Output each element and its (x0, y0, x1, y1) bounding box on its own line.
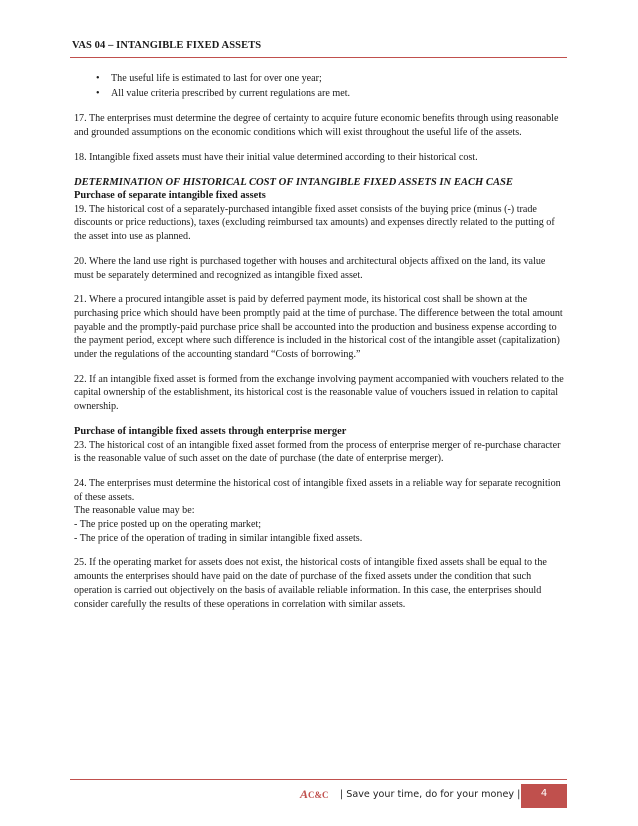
paragraph-17: 17. The enterprises must determine the degree of certainty to acquire future economic benefits through using reasonable and grounded assumptions on the economic conditions which will exist throughout the useful life of the assets. (74, 113, 559, 139)
footer-tagline: | Save your time, do for your money | (340, 789, 521, 800)
list-item (74, 87, 566, 101)
bullet-text: The useful life is estimated to last for over one year; (111, 73, 322, 84)
paragraph-23: 23. The historical cost of an intangible fixed asset formed from the process of enterprise merger of re-purchase character is the reasonable value of such asset on the date of purchase (the date of enterprise merger). (74, 439, 561, 465)
bullet-text: All value criteria prescribed by current regulations are met. (111, 87, 351, 99)
paragraph-20: 20. Where the land use right is purchased together with houses and architectural objects affixed on the land, its value must be separately determined and recognized as intangible fixed asset. (74, 255, 546, 281)
paragraph-19: 19. The historical cost of a separately-purchased intangible fixed asset consists of the buying price (minus (-) trade discounts or price reductions), taxes (excluding reimbursed tax amounts) and expenses directly related to the putting of the asset into use as planned. (74, 203, 555, 243)
subheading-enterprise-merger: Purchase of intangible fixed assets through enterprise merger (74, 425, 347, 437)
footer (300, 784, 567, 808)
criteria-bullet-list (74, 72, 566, 100)
header-rule (70, 57, 567, 58)
company-logo: AC&C (300, 787, 329, 801)
paragraph-24: 24. The enterprises must determine the historical cost of intangible fixed assets in a reliable way for separate recognition of these assets. (74, 477, 561, 503)
footer-rule (70, 779, 567, 780)
page-number-badge: 4 (521, 784, 567, 808)
paragraph-24-line: - The price of the operation of trading in similar intangible fixed assets. (74, 532, 363, 544)
header-title: VAS 04 – INTANGIBLE FIXED ASSETS (72, 40, 262, 51)
document-body (74, 72, 566, 611)
paragraph-25: 25. If the operating market for assets does not exist, the historical costs of intangible fixed assets shall be equal to the amounts the enterprises should have paid on the date of purchase of the fixed assets under the condition that such operation is carried out objectively on the basis of available reliable information. In this case, the enterprises should consider carefully the results of these operations in correlation with similar assets. (74, 557, 547, 610)
paragraph-21: 21. Where a procured intangible asset is paid by deferred payment mode, its historical cost shall be shown at the purchasing price which should have been promptly paid at the time of purchase. The difference between the total amount payable and the promptly-paid purchase price shall be accounted into the production and business expense according to the payment period, except where such difference is included in the historical cost of the intangible asset (capitalization) under the regulations of the accounting standard “Costs of borrowing.” (74, 294, 563, 361)
bullet-icon: • (96, 73, 100, 84)
paragraph-22: 22. If an intangible fixed asset is formed from the exchange involving payment accompanied with vouchers related to the capital ownership of the establishment, its historical cost is the reasonable value of vouchers issued in relation to capital ownership. (74, 373, 564, 413)
paragraph-24-line: The reasonable value may be: (74, 505, 195, 517)
subheading-separate-purchase: Purchase of separate intangible fixed assets (74, 190, 266, 202)
bullet-icon: • (96, 87, 100, 99)
list-item (74, 72, 566, 86)
paragraph-24-line: - The price posted up on the operating market; (74, 519, 262, 531)
section-heading: DETERMINATION OF HISTORICAL COST OF INTANGIBLE FIXED ASSETS IN EACH CASE (74, 176, 513, 188)
paragraph-18: 18. Intangible fixed assets must have their initial value determined according to their historical cost. (74, 151, 478, 163)
